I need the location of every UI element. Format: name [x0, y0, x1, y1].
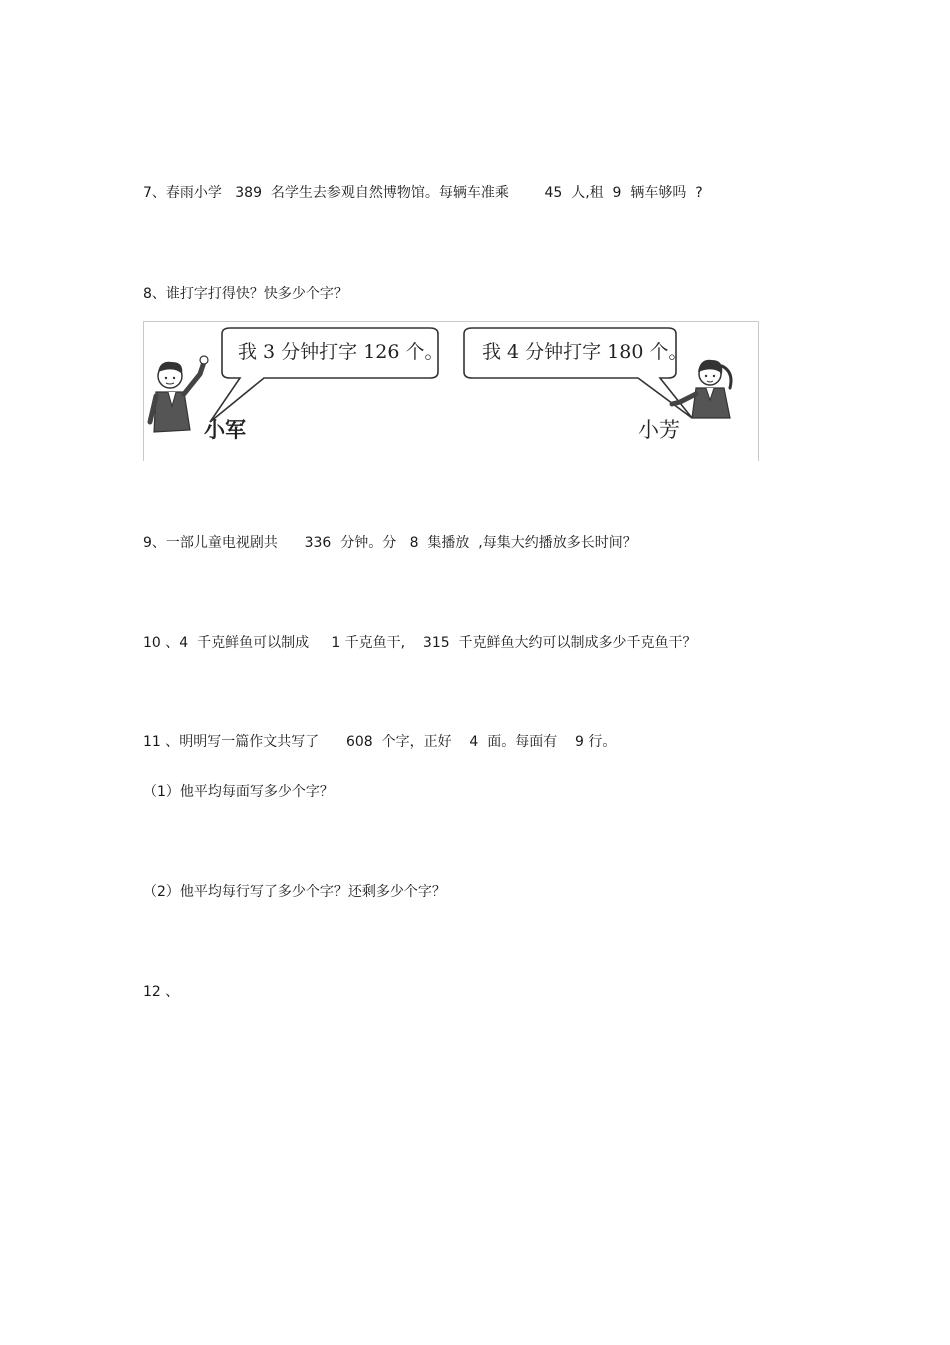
right-bubble-text: 我 4 分钟打字 180 个。 — [482, 341, 688, 363]
typing-speed-illustration — [143, 321, 759, 461]
question-9: 9、一部儿童电视剧共 336 分钟。分 8 集播放 ,每集大约播放多长时间？ — [143, 535, 637, 551]
left-name-label: 小军 — [204, 418, 246, 442]
question-11: 11 、明明写一篇作文共写了 608 个字，正好 4 面。每面有 9 行。 — [143, 734, 617, 750]
question-7: 7、春雨小学 389 名学生去参观自然博物馆。每辆车准乘 45 人,租 9 辆车够吗 ? — [143, 185, 703, 201]
question-8: 8、谁打字打得快？快多少个字？ — [143, 286, 348, 302]
left-bubble-text: 我 3 分钟打字 126 个。 — [238, 341, 444, 363]
question-11-part-2: （2）他平均每行写了多少个字？还剩多少个字？ — [143, 884, 446, 900]
question-12: 12 、 — [143, 984, 180, 1000]
question-10: 10 、4 千克鲜鱼可以制成 1 千克鱼干, 315 千克鲜鱼大约可以制成多少千克鱼干？ — [143, 635, 697, 651]
question-11-part-1: （1）他平均每面写多少个字？ — [143, 784, 334, 800]
boy-figure — [150, 356, 208, 432]
right-name-label: 小芳 — [638, 418, 680, 442]
